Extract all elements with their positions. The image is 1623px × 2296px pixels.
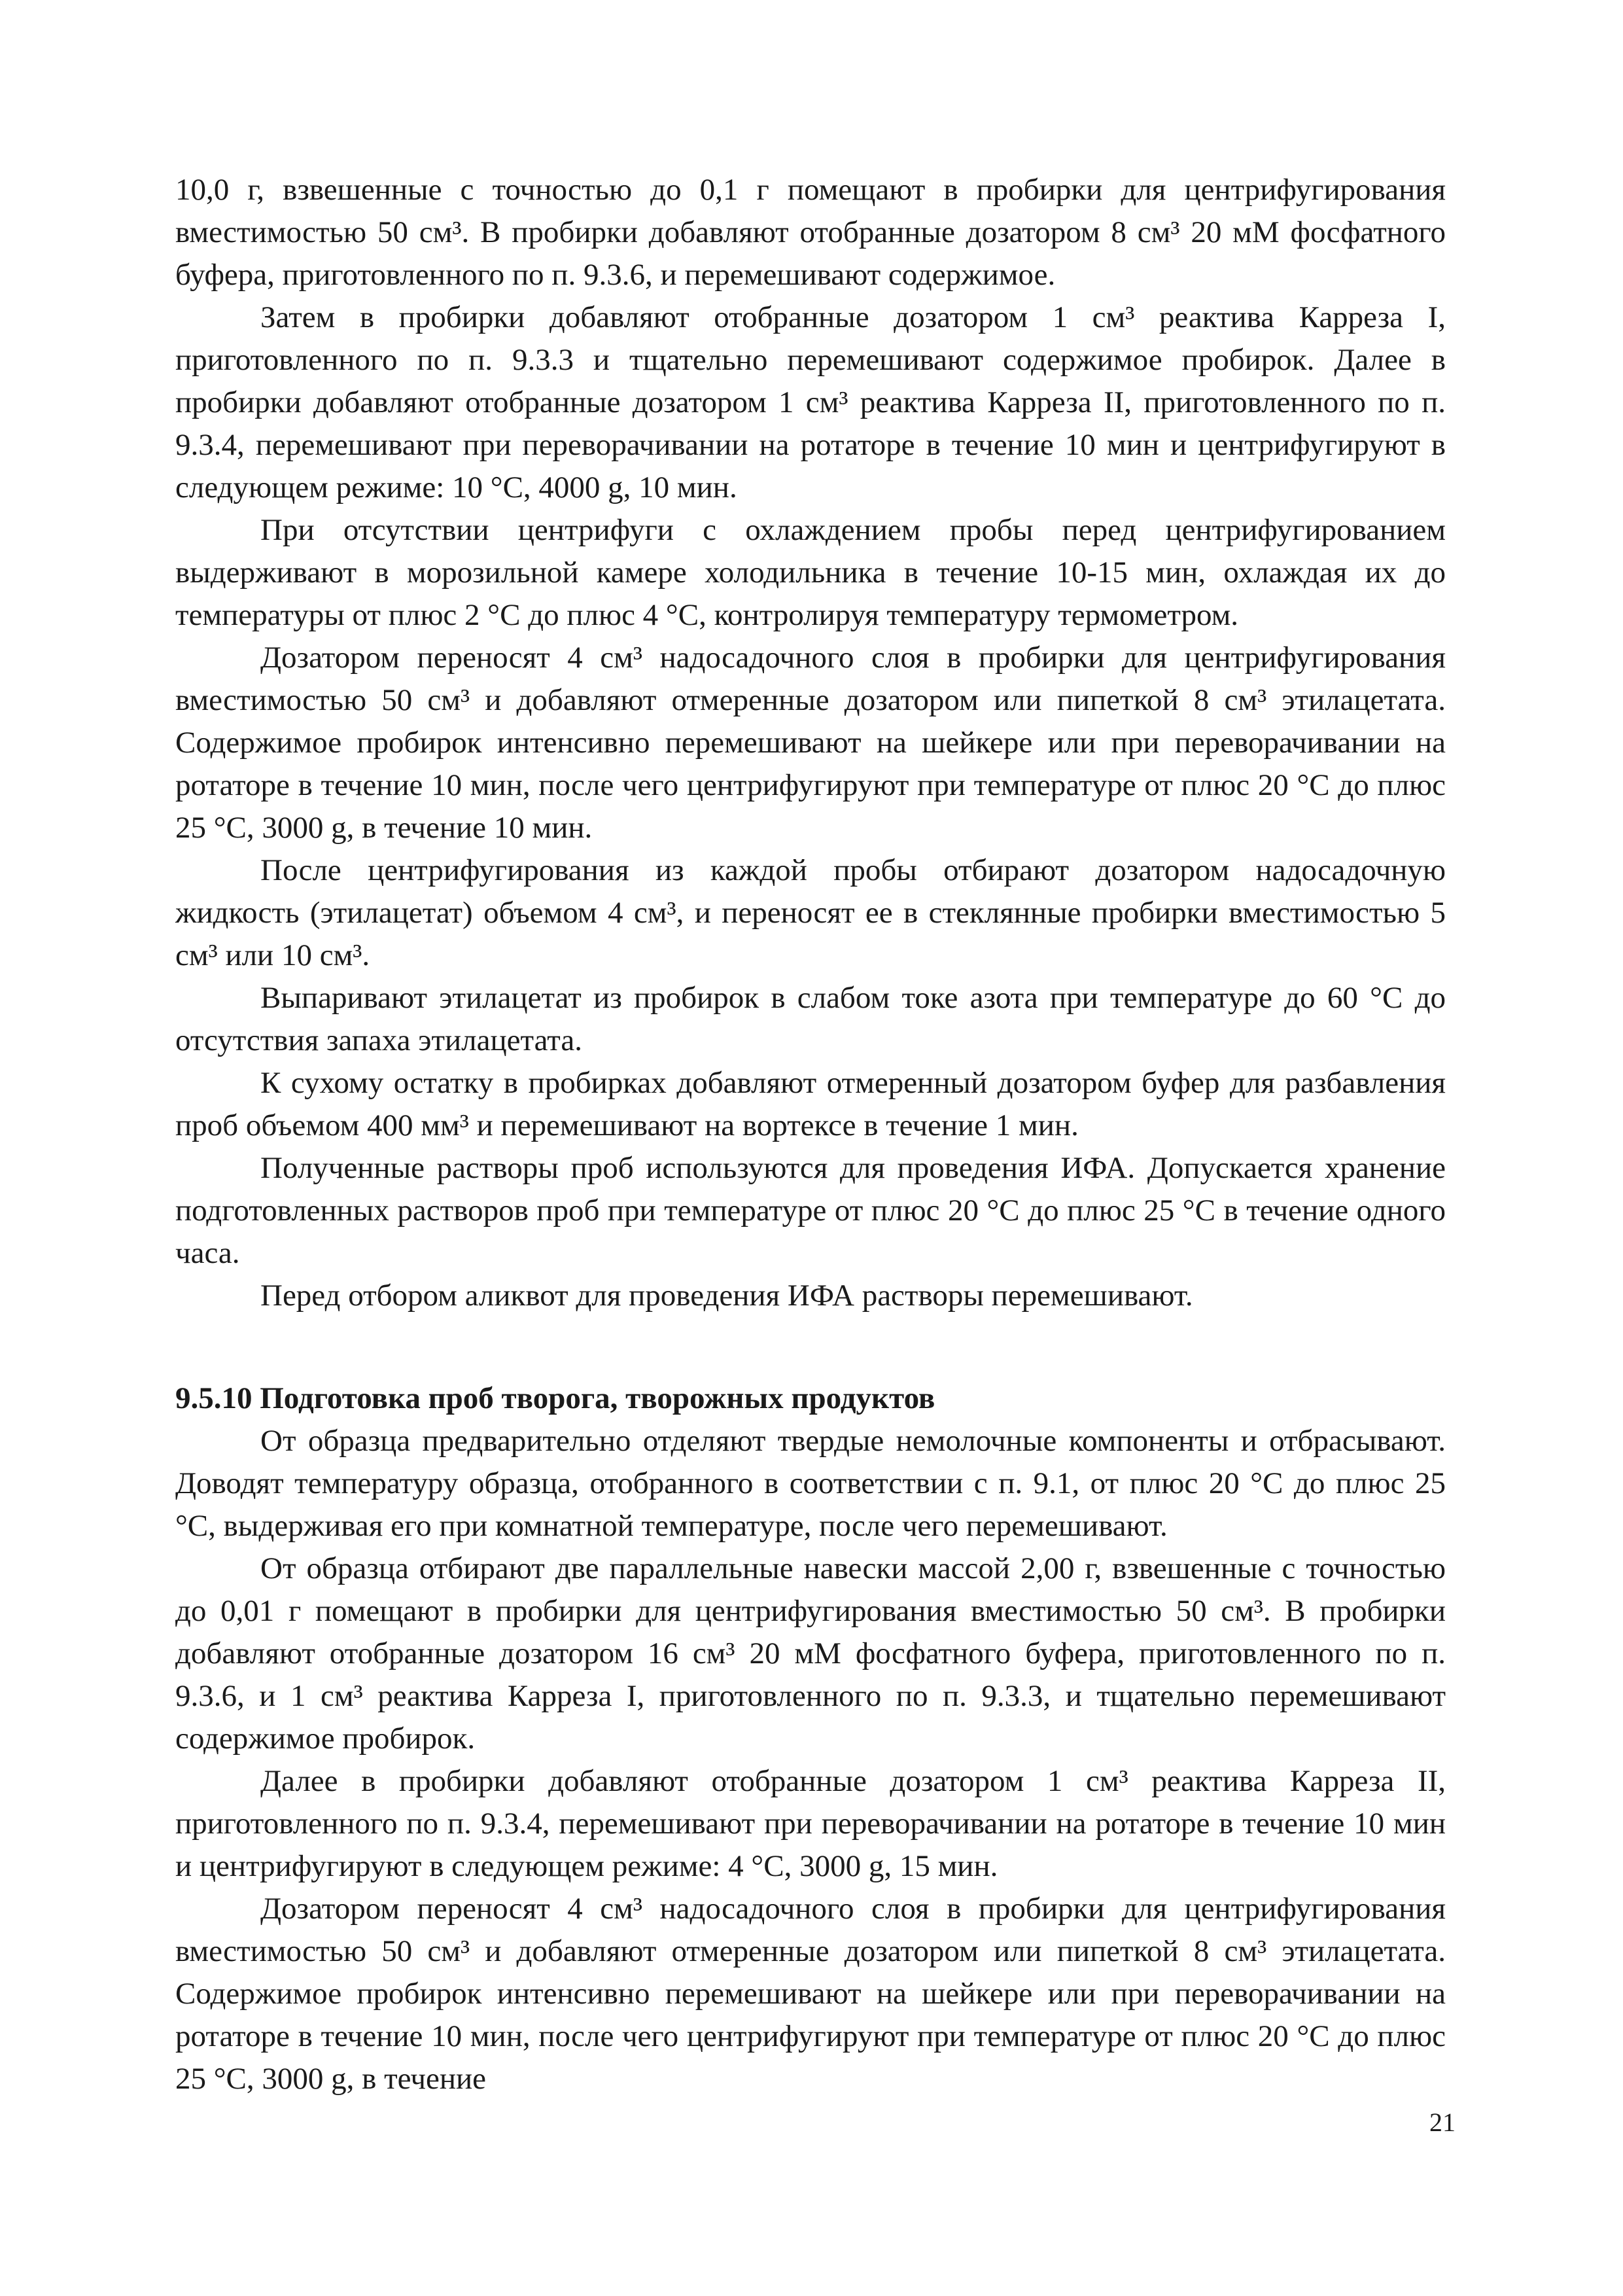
document-page <box>175 169 1446 2100</box>
paragraph: 10,0 г, взвешенные с точностью до 0,1 г помещают в пробирки для центрифугирования вместимостью 50 см³. В пробирки добавляют отобранные дозатором 8 см³ 20 мМ фосфатного буфера, приготовленного по п. 9.3.6, и перемешивают содержимое. <box>175 173 1446 292</box>
paragraph: От образца предварительно отделяют твердые немолочные компоненты и отбрасывают. Доводят температуру образца, отобранного в соответствии с п. 9.1, от плюс 20 °С до плюс 25 °С, выдерживая его при комнатной температуре, после чего перемешивают. <box>175 1424 1446 1543</box>
paragraph: Дозатором переносят 4 см³ надосадочного слоя в пробирки для центрифугирования вместимостью 50 см³ и добавляют отмеренные дозатором или пипеткой 8 см³ этилацетата. Содержимое пробирок интенсивно перемешивают на шейкере или при переворачивании на ротаторе в течение 10 мин, после чего центрифугируют при температуре от плюс 20 °С до плюс 25 °С, 3000 g, в течение 10 мин. <box>175 641 1446 845</box>
paragraph: Выпаривают этилацетат из пробирок в слабом токе азота при температуре до 60 °С до отсутствия запаха этилацетата. <box>175 981 1446 1057</box>
section-heading: 9.5.10 Подготовка проб творога, творожных продуктов <box>175 1381 935 1415</box>
paragraph: Затем в пробирки добавляют отобранные дозатором 1 см³ реактива Карреза I, приготовленного по п. 9.3.3 и тщательно перемешивают содержимое пробирок. Далее в пробирки добавляют отобранные дозатором 1 см³ реактива Карреза II, приготовленного по п. 9.3.4, перемешивают при переворачивании на ротаторе в течение 10 мин и центрифугируют в следующем режиме: 10 °С, 4000 g, 10 мин. <box>175 300 1446 504</box>
paragraph: Перед отбором аликвот для проведения ИФА растворы перемешивают. <box>260 1279 1193 1313</box>
paragraph: Дозатором переносят 4 см³ надосадочного слоя в пробирки для центрифугирования вместимостью 50 см³ и добавляют отмеренные дозатором или пипеткой 8 см³ этилацетата. Содержимое пробирок интенсивно перемешивают на шейкере или при переворачивании на ротаторе в течение 10 мин, после чего центрифугируют при температуре от плюс 20 °С до плюс 25 °С, 3000 g, в течение <box>175 1892 1446 2096</box>
section-spacer <box>175 1317 1446 1377</box>
paragraph: При отсутствии центрифуги с охлаждением пробы перед центрифугированием выдерживают в морозильной камере холодильника в течение 10-15 мин, охлаждая их до температуры от плюс 2 °С до плюс 4 °С, контролируя температуру термометром. <box>175 513 1446 632</box>
paragraph: После центрифугирования из каждой пробы отбирают дозатором надосадочную жидкость (этилацетат) объемом 4 см³, и переносят ее в стеклянные пробирки вместимостью 5 см³ или 10 см³. <box>175 853 1446 972</box>
paragraph: К сухому остатку в пробирках добавляют отмеренный дозатором буфер для разбавления проб объемом 400 мм³ и перемешивают на вортексе в течение 1 мин. <box>175 1066 1446 1142</box>
paragraph: Далее в пробирки добавляют отобранные дозатором 1 см³ реактива Карреза II, приготовленного по п. 9.3.4, перемешивают при переворачивании на ротаторе в течение 10 мин и центрифугируют в следующем режиме: 4 °С, 3000 g, 15 мин. <box>175 1764 1446 1883</box>
paragraph: От образца отбирают две параллельные навески массой 2,00 г, взвешенные с точностью до 0,01 г помещают в пробирки для центрифугирования вместимостью 50 см³. В пробирки добавляют отобранные дозатором 16 см³ 20 мМ фосфатного буфера, приготовленного по п. 9.3.6, и 1 см³ реактива Карреза I, приготовленного по п. 9.3.3, и тщательно перемешивают содержимое пробирок. <box>175 1551 1446 1756</box>
paragraph: Полученные растворы проб используются для проведения ИФА. Допускается хранение подготовленных растворов проб при температуре от плюс 20 °С до плюс 25 °С в течение одного часа. <box>175 1151 1446 1270</box>
page-number: 21 <box>1429 2108 1456 2137</box>
